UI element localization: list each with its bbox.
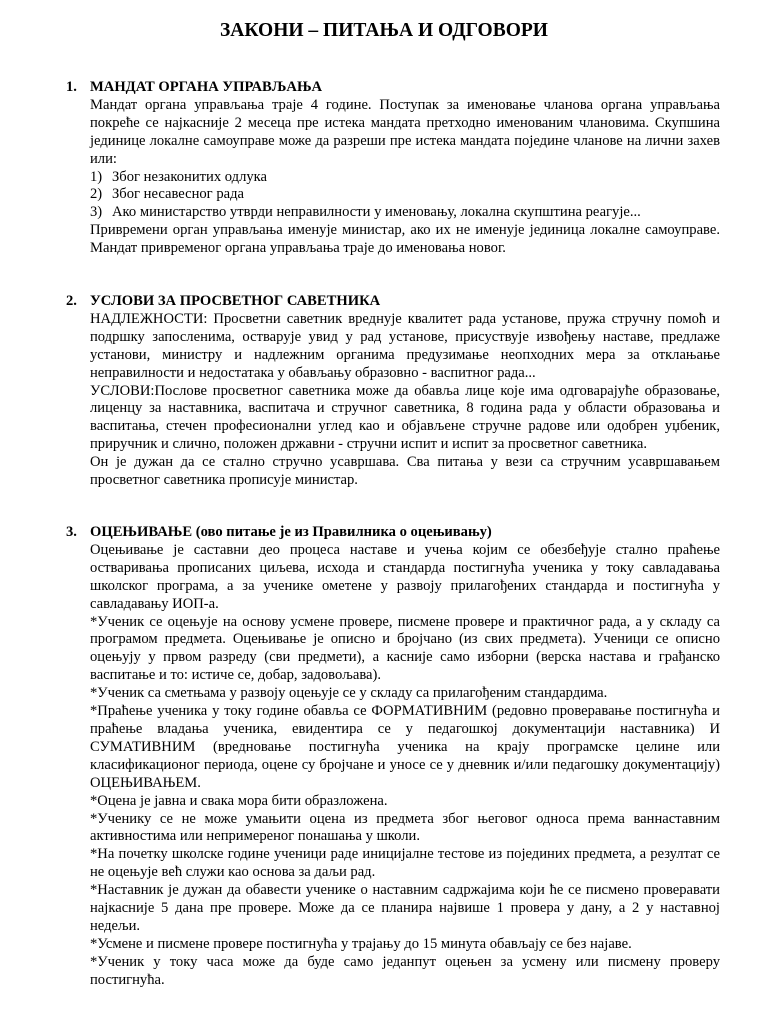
paragraph: НАДЛЕЖНОСТИ: Просветни саветник вреднује квалитет рада установе, пружа стручну помоћ и подршку запосленима, остварује увид у рад установе, присуствује извођењу наставе, предлаже установи, министру и надлежним органима предузимање неопходних мера за отклањање неправилности и недостатака у обављању образовно - васпитног рада... xyxy=(90,310,720,381)
paragraph: УСЛОВИ:Послове просветног саветника може да обавља лице које има одговарајуће образовање, лиценцу за наставника, васпитача и стручног саветника, 8 година рада у области образовања и васпитања, стечен професионални углед као и објављене стручне радове или одобрен уџбеник, приручник и слично, положен државни - стручни испит и испит за просветног саветника. xyxy=(90,382,720,453)
section-title: УСЛОВИ ЗА ПРОСВЕТНОГ САВЕТНИКА xyxy=(90,293,381,309)
list-item xyxy=(90,204,720,222)
section-advisor xyxy=(66,293,720,490)
list-text: Ако министарство утврди неправилности у именовању, локална скупштина реагује... xyxy=(112,204,641,221)
list-item xyxy=(90,169,720,187)
paragraph: Он је дужан да се стално стручно усавршава. Сва питања у вези са стручним усавршавањем просветног саветника прописује министар. xyxy=(90,454,720,489)
paragraph: *На почетку школске године ученици раде иницијалне тестове из појединих предмета, а резултат се не оцењује већ служи као основа за даљи рад. xyxy=(90,846,720,881)
paragraph: *Оцена је јавна и свака мора бити образложена. xyxy=(90,792,388,809)
section-heading xyxy=(66,79,720,97)
section-heading xyxy=(66,293,720,311)
section-heading xyxy=(66,524,720,542)
paragraph: Оцењивање је саставни део процеса наставе и учења којим се обезбеђује стално праћење остваривања прописаних циљева, исхода и стандарда постигнућа ученика у току савладавања школског програма, а за ученике ометене у развоју прилагођених стандарда и постигнућа у савладавању ИОП-а. xyxy=(90,541,720,612)
list-item xyxy=(90,186,720,204)
list-number: 1) xyxy=(90,168,103,185)
list-text: Због несавесног рада xyxy=(112,186,244,203)
section-number: 1. xyxy=(66,79,77,95)
paragraph: Мандат органа управљања траје 4 године. Поступак за именовање чланова органа управљања покреће се најкасније 2 месеца пре истека мандата претходно именованим члановима. Скупшина јединице локалне самоуправе може да разреши пре истека мандата поједине чланове на лични захев или: xyxy=(90,96,720,167)
section-number: 3. xyxy=(66,524,77,540)
section-title: МАНДАТ ОРГАНА УПРАВЉАЊА xyxy=(90,79,323,95)
section-body xyxy=(90,311,720,490)
paragraph: *Ученик у току часа може да буде само једанпут оцењен за усмену или писмену проверу постигнућа. xyxy=(90,953,720,988)
list-number: 2) xyxy=(90,186,103,203)
paragraph: *Наставник је дужан да обавести ученике о наставним садржајима који ће се писмено проверавати најкасније 5 дана пре провере. Може да се планира највише 1 провера у дану, а 2 у наставној недељи. xyxy=(90,882,720,934)
paragraph: *Праћење ученика у току године обавља се ФОРМАТИВНИМ (редовно проверавање постигнућа и праћење владања ученика, евидентира се у педагошкој документацији наставника) И СУМАТИВНИМ (вредновање постигнућа ученика на крају програмске целине или класификационог периода, оцене су бројчане и уносе се у дневник и/или педагошку документацију) ОЦЕЊИВАЊЕМ. xyxy=(90,703,720,791)
section-title: ОЦЕЊИВАЊЕ (ово питање је из Правилника о оцењивању) xyxy=(90,524,492,540)
paragraph: *Ученик се оцењује на основу усмене провере, писмене провере и практичног рада, а у складу са програмом предмета. Оцењивање је описно и бројчано (из свих предмета). Ученици се описно оцењују у првом разреду (сви предмети), а касније само изборни (верска настава и грађанско васпитање и то: истиче се, добар, задовољава). xyxy=(90,613,720,684)
section-grading xyxy=(66,524,720,990)
document-title: ЗАКОНИ – ПИТАЊА И ОДГОВОРИ xyxy=(220,20,548,41)
list-number: 3) xyxy=(90,204,103,221)
paragraph: Привремени орган управљања именује министар, ако их не именује јединица локалне самоуправе. Мандат привременог органа управљања траје до именовања новог. xyxy=(90,222,720,257)
paragraph: *Ученик са сметњама у развоју оцењује се у складу са прилагођеним стандардима. xyxy=(90,685,608,702)
section-body xyxy=(90,542,720,990)
section-body xyxy=(90,97,720,258)
paragraph: *Ученику се не може умањити оцена из предмета због његовог односа према ваннаставним активностима или непримереног понашања у школи. xyxy=(90,810,720,845)
paragraph: *Усмене и писмене провере постигнућа у трајању до 15 минута обављају се без најаве. xyxy=(90,935,632,952)
list-text: Због незаконитих одлука xyxy=(112,168,268,185)
section-number: 2. xyxy=(66,293,77,309)
section-mandate xyxy=(66,79,720,258)
